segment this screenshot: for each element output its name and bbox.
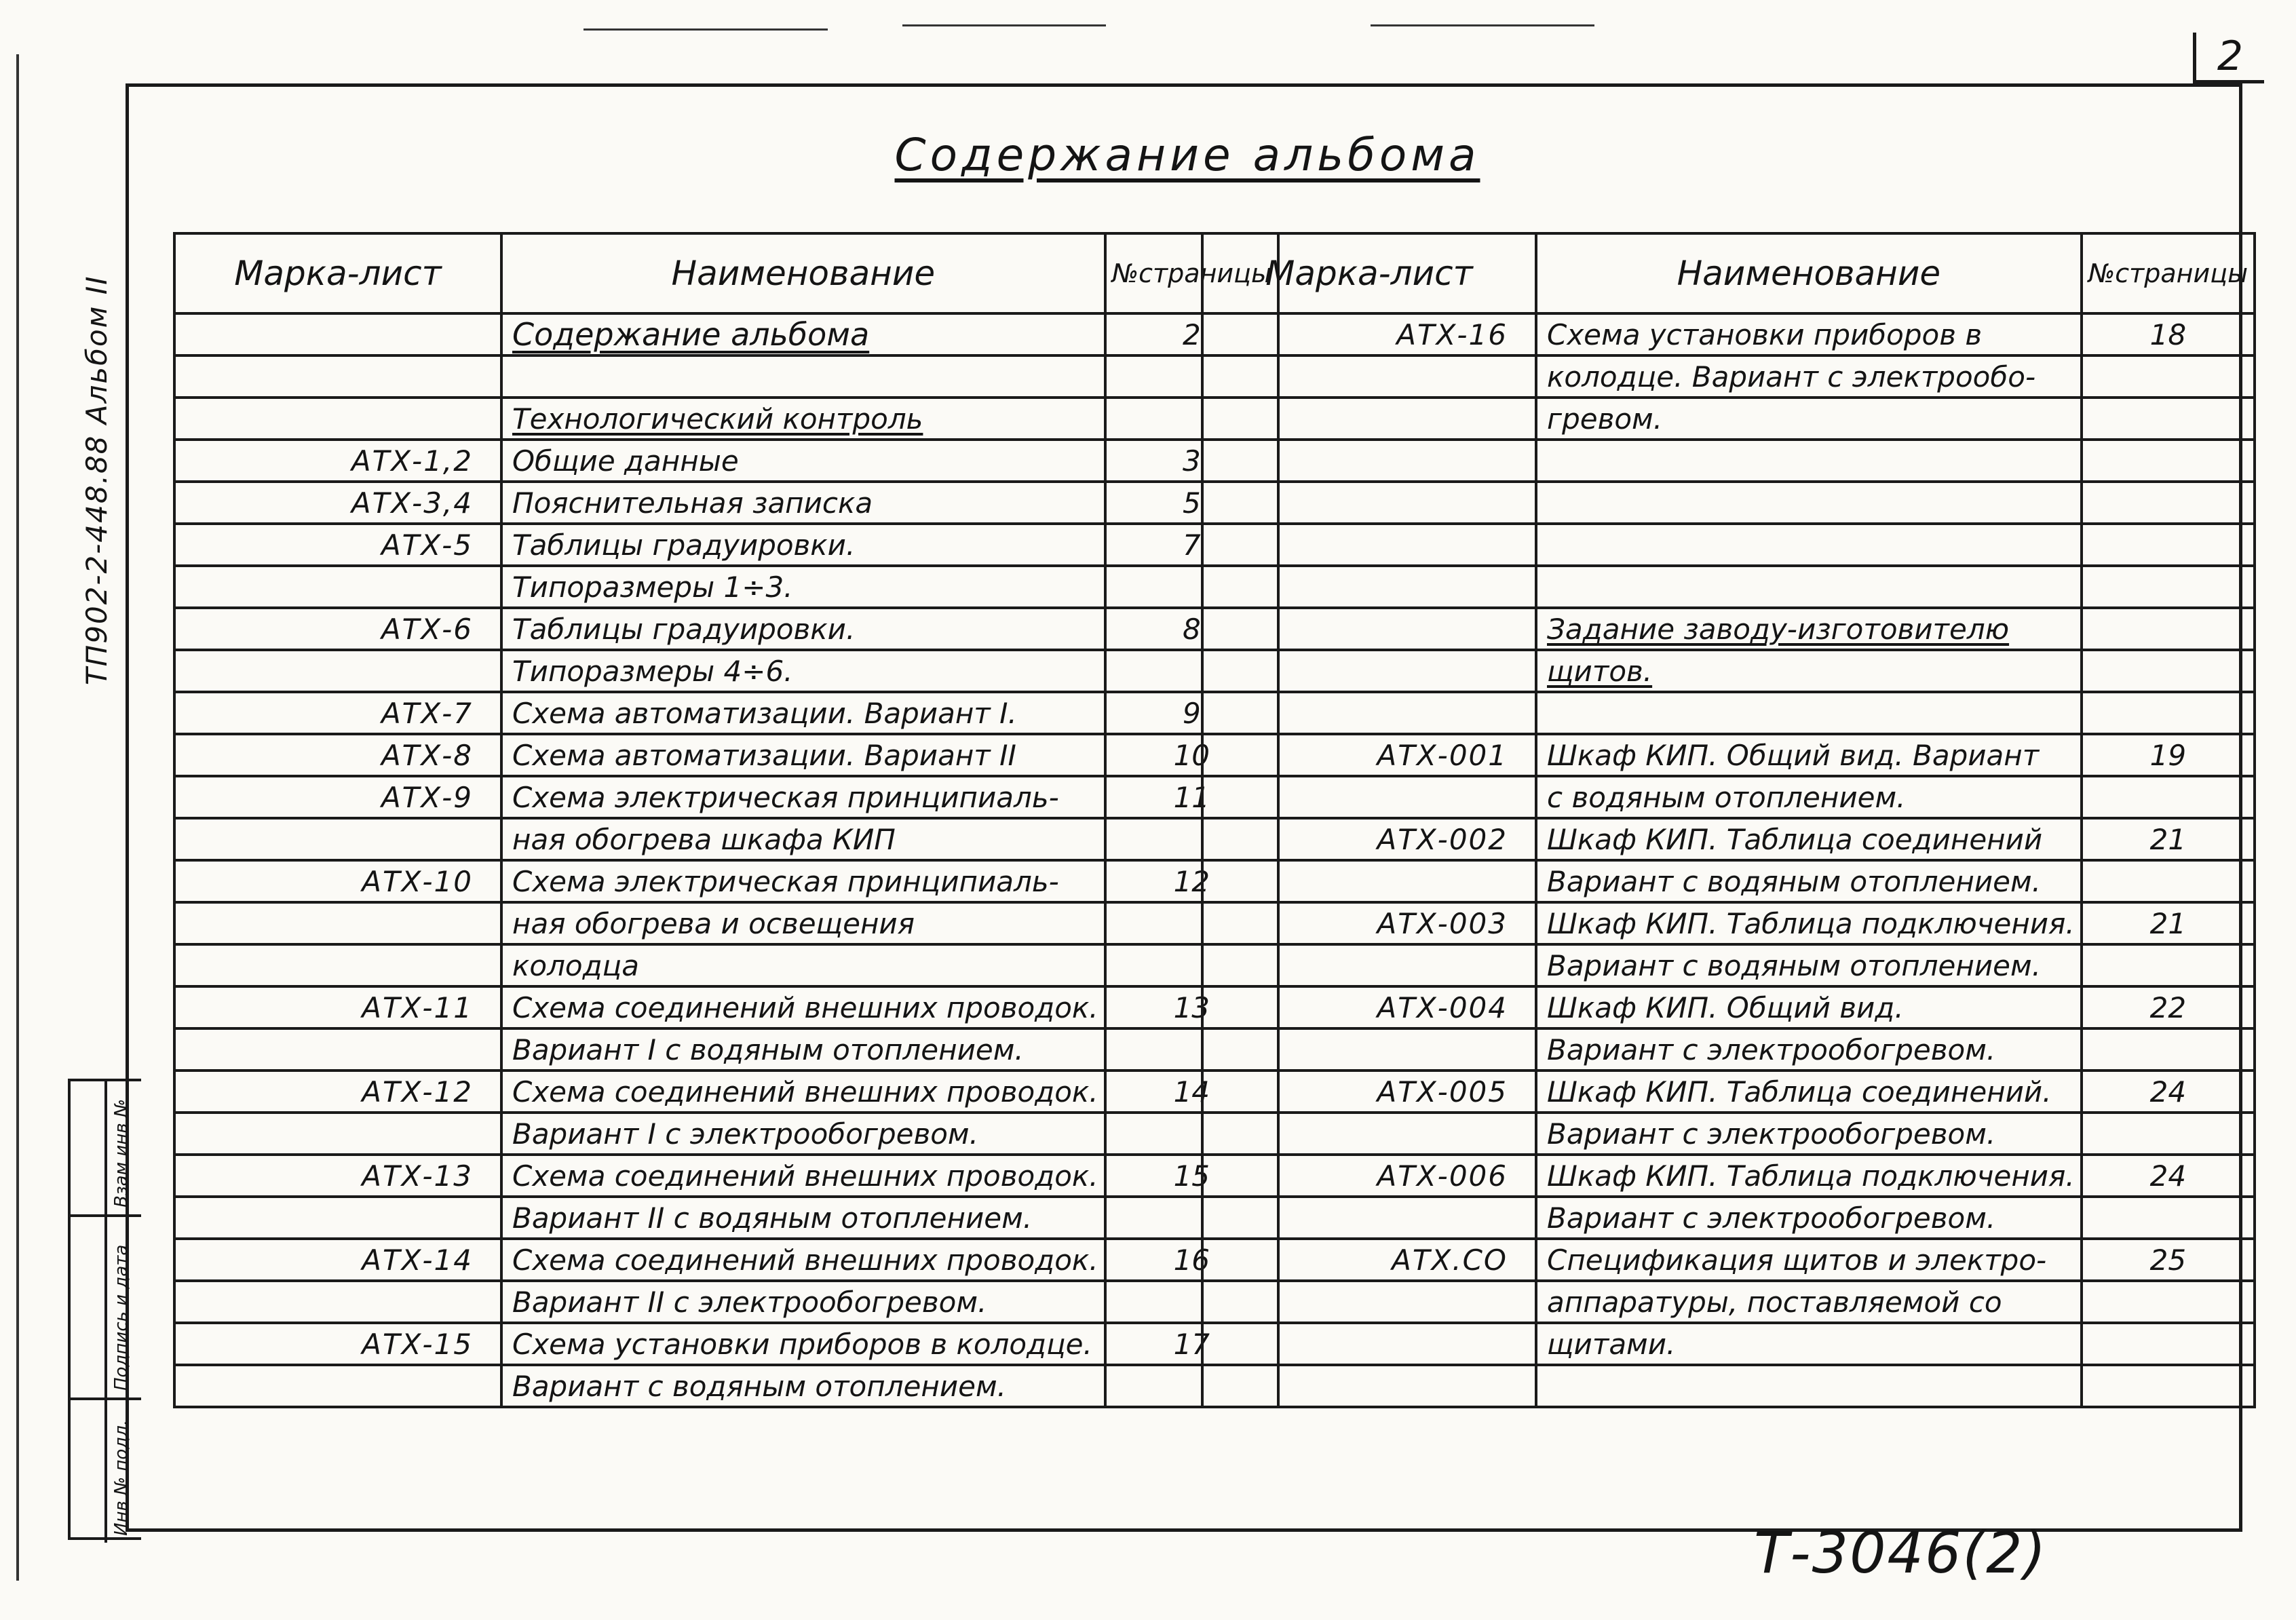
side-stamp xyxy=(68,1079,141,1540)
table-row xyxy=(1202,818,2255,860)
table-row xyxy=(174,608,1278,650)
table-row xyxy=(1202,482,2255,524)
cell-mark: АТХ-15 xyxy=(174,1323,501,1365)
cell-name: Схема установки приборов в колодце. xyxy=(501,1323,1105,1365)
cell-page: 25 xyxy=(2082,1239,2255,1281)
cell-name: Вариант II с электрообогревом. xyxy=(501,1281,1105,1323)
table-row xyxy=(1202,398,2255,440)
table-row xyxy=(174,398,1278,440)
cell-mark xyxy=(174,1028,501,1071)
cell-page xyxy=(2082,650,2255,692)
table-row xyxy=(174,776,1278,818)
cell-mark: АТХ-002 xyxy=(1202,818,1536,860)
cell-page xyxy=(2082,608,2255,650)
cell-page xyxy=(2082,692,2255,734)
cell-mark: АТХ.СО xyxy=(1202,1239,1536,1281)
table-row xyxy=(174,734,1278,776)
cell-name: Схема электрическая принципиаль- xyxy=(501,860,1105,902)
cell-name: Шкаф КИП. Общий вид. xyxy=(1536,986,2082,1028)
cell-page xyxy=(2082,566,2255,608)
cell-mark xyxy=(1202,650,1536,692)
cell-page xyxy=(2082,944,2255,986)
cell-mark: АТХ-5 xyxy=(174,524,501,566)
left-edge-line xyxy=(16,54,19,1581)
table-row xyxy=(1202,313,2255,355)
cell-mark: АТХ-006 xyxy=(1202,1155,1536,1197)
table-row xyxy=(174,902,1278,944)
cell-mark xyxy=(1202,482,1536,524)
table-row xyxy=(1202,1113,2255,1155)
cell-name: гревом. xyxy=(1536,398,2082,440)
cell-mark: АТХ-005 xyxy=(1202,1071,1536,1113)
cell-page: 16 xyxy=(1105,1239,1278,1281)
table-row xyxy=(174,1239,1278,1281)
cell-name: Таблицы градуировки. xyxy=(501,608,1105,650)
table-row xyxy=(1202,1028,2255,1071)
table-header-row xyxy=(1202,233,2255,313)
cell-name: Общие данные xyxy=(501,440,1105,482)
scan-line xyxy=(1371,24,1594,26)
cell-page: 24 xyxy=(2082,1155,2255,1197)
cell-page xyxy=(2082,524,2255,566)
cell-page: 22 xyxy=(2082,986,2255,1028)
cell-name: Задание заводу-изготовителю xyxy=(1536,608,2082,650)
cell-mark: АТХ-9 xyxy=(174,776,501,818)
cell-name: Типоразмеры 4÷6. xyxy=(501,650,1105,692)
cell-mark xyxy=(1202,1197,1536,1239)
cell-mark: АТХ-14 xyxy=(174,1239,501,1281)
cell-mark: АТХ-11 xyxy=(174,986,501,1028)
cell-name: с водяным отоплением. xyxy=(1536,776,2082,818)
cell-page xyxy=(2082,1365,2255,1407)
column-header-mark: Марка-лист xyxy=(174,233,501,313)
table-row xyxy=(1202,1281,2255,1323)
cell-name xyxy=(1536,1365,2082,1407)
page-number: 2 xyxy=(2193,33,2264,83)
cell-name: Вариант с водяным отоплением. xyxy=(1536,944,2082,986)
cell-mark: АТХ-7 xyxy=(174,692,501,734)
table-row xyxy=(174,650,1278,692)
table-row xyxy=(1202,1365,2255,1407)
column-header-page: №страницы xyxy=(2082,233,2255,313)
cell-mark: АТХ-001 xyxy=(1202,734,1536,776)
cell-name: Вариант с электрообогревом. xyxy=(1536,1113,2082,1155)
cell-name: ная обогрева шкафа КИП xyxy=(501,818,1105,860)
cell-name: Схема установки приборов в xyxy=(1536,313,2082,355)
cell-page xyxy=(2082,398,2255,440)
cell-name: Шкаф КИП. Общий вид. Вариант xyxy=(1536,734,2082,776)
scan-line xyxy=(902,24,1106,26)
cell-mark xyxy=(1202,398,1536,440)
cell-name xyxy=(1536,524,2082,566)
cell-name: аппаратуры, поставляемой со xyxy=(1536,1281,2082,1323)
table-row xyxy=(174,1071,1278,1113)
cell-mark xyxy=(1202,566,1536,608)
cell-name xyxy=(1536,440,2082,482)
cell-name: Вариант I с водяным отоплением. xyxy=(501,1028,1105,1071)
cell-mark: АТХ-004 xyxy=(1202,986,1536,1028)
cell-mark: АТХ-12 xyxy=(174,1071,501,1113)
cell-mark: АТХ-8 xyxy=(174,734,501,776)
stamp-label-inv: Инв № подл. xyxy=(111,1419,132,1536)
table-row xyxy=(1202,1155,2255,1197)
cell-mark: АТХ-1,2 xyxy=(174,440,501,482)
cell-page: 9 xyxy=(1105,692,1278,734)
cell-mark xyxy=(1202,860,1536,902)
cell-name: Шкаф КИП. Таблица подключения. xyxy=(1536,902,2082,944)
cell-mark xyxy=(1202,524,1536,566)
cell-page xyxy=(2082,860,2255,902)
cell-name: Вариант I с электрообогревом. xyxy=(501,1113,1105,1155)
cell-mark xyxy=(174,355,501,398)
cell-page: 12 xyxy=(1105,860,1278,902)
cell-mark xyxy=(174,650,501,692)
cell-mark: АТХ-10 xyxy=(174,860,501,902)
cell-mark: АТХ-13 xyxy=(174,1155,501,1197)
cell-name: Вариант с электрообогревом. xyxy=(1536,1028,2082,1071)
table-row xyxy=(174,524,1278,566)
cell-page: 18 xyxy=(2082,313,2255,355)
table-row xyxy=(174,986,1278,1028)
column-header-name: Наименование xyxy=(501,233,1105,313)
cell-page: 11 xyxy=(1105,776,1278,818)
cell-name: Технологический контроль xyxy=(501,398,1105,440)
table-row xyxy=(1202,986,2255,1028)
cell-page: 2 xyxy=(1105,313,1278,355)
stamp-label-sign: Подпись и дата xyxy=(111,1244,132,1391)
table-row xyxy=(1202,440,2255,482)
cell-mark xyxy=(174,398,501,440)
table-row xyxy=(174,818,1278,860)
cell-mark xyxy=(1202,1281,1536,1323)
cell-page: 5 xyxy=(1105,482,1278,524)
stamp-label-replace: Взам инв № xyxy=(111,1099,132,1208)
cell-page: 7 xyxy=(1105,524,1278,566)
cell-mark xyxy=(174,313,501,355)
cell-page: 10 xyxy=(1105,734,1278,776)
cell-name: Содержание альбома xyxy=(501,313,1105,355)
cell-page: 17 xyxy=(1105,1323,1278,1365)
scan-line xyxy=(583,28,828,31)
cell-name: Шкаф КИП. Таблица соединений. xyxy=(1536,1071,2082,1113)
table-row xyxy=(174,1155,1278,1197)
table-row xyxy=(1202,734,2255,776)
table-row xyxy=(174,1365,1278,1407)
table-row xyxy=(1202,1071,2255,1113)
stamp-divider xyxy=(104,1081,107,1543)
cell-mark xyxy=(174,1281,501,1323)
cell-name: Спецификация щитов и электро- xyxy=(1536,1239,2082,1281)
cell-name: Схема автоматизации. Вариант II xyxy=(501,734,1105,776)
table-row xyxy=(1202,608,2255,650)
cell-mark xyxy=(174,902,501,944)
cell-mark xyxy=(1202,1028,1536,1071)
cell-page: 13 xyxy=(1105,986,1278,1028)
table-row xyxy=(1202,902,2255,944)
column-header-name: Наименование xyxy=(1536,233,2082,313)
cell-name: Схема соединений внешних проводок. xyxy=(501,986,1105,1028)
stamp-row-line xyxy=(71,1214,141,1217)
table-row xyxy=(174,1197,1278,1239)
cell-mark xyxy=(1202,355,1536,398)
cell-mark xyxy=(1202,1113,1536,1155)
cell-page: 15 xyxy=(1105,1155,1278,1197)
table-row xyxy=(174,482,1278,524)
table-row xyxy=(1202,776,2255,818)
table-row xyxy=(174,1281,1278,1323)
table-row xyxy=(1202,1197,2255,1239)
cell-page xyxy=(2082,355,2255,398)
table-row xyxy=(174,566,1278,608)
table-row xyxy=(174,440,1278,482)
cell-name xyxy=(1536,482,2082,524)
table-row xyxy=(174,860,1278,902)
table-row xyxy=(174,313,1278,355)
cell-name: Схема автоматизации. Вариант I. xyxy=(501,692,1105,734)
cell-mark xyxy=(1202,944,1536,986)
table-row xyxy=(174,692,1278,734)
contents-table-right xyxy=(1201,232,2256,1408)
table-row xyxy=(174,1028,1278,1071)
cell-mark xyxy=(174,818,501,860)
cell-name xyxy=(1536,692,2082,734)
cell-name: колодца xyxy=(501,944,1105,986)
cell-mark xyxy=(1202,1365,1536,1407)
cell-mark xyxy=(174,944,501,986)
cell-mark xyxy=(1202,692,1536,734)
cell-name: Схема соединений внешних проводок. xyxy=(501,1239,1105,1281)
cell-name: Шкаф КИП. Таблица подключения. xyxy=(1536,1155,2082,1197)
table-header-row xyxy=(174,233,1278,313)
cell-mark: АТХ-3,4 xyxy=(174,482,501,524)
cell-mark: АТХ-6 xyxy=(174,608,501,650)
contents-table-left xyxy=(173,232,1280,1408)
page-title: Содержание альбома xyxy=(894,129,1480,181)
cell-page xyxy=(2082,482,2255,524)
cell-mark xyxy=(174,1197,501,1239)
cell-name: Схема электрическая принципиаль- xyxy=(501,776,1105,818)
table-row xyxy=(174,1113,1278,1155)
cell-page: 24 xyxy=(2082,1071,2255,1113)
cell-name: Таблицы градуировки. xyxy=(501,524,1105,566)
table-row xyxy=(1202,1239,2255,1281)
cell-page xyxy=(2082,776,2255,818)
table-row xyxy=(1202,650,2255,692)
cell-name: Схема соединений внешних проводок. xyxy=(501,1071,1105,1113)
cell-name: Вариант с водяным отоплением. xyxy=(1536,860,2082,902)
cell-page: 14 xyxy=(1105,1071,1278,1113)
table-row xyxy=(1202,566,2255,608)
cell-name: Вариант с водяным отоплением. xyxy=(501,1365,1105,1407)
side-doc-code: ТП902-2-448.88 Альбом II xyxy=(80,275,113,685)
cell-page xyxy=(2082,1323,2255,1365)
cell-page xyxy=(2082,1113,2255,1155)
cell-page: 21 xyxy=(2082,902,2255,944)
column-header-mark: Марка-лист xyxy=(1202,233,1536,313)
stamp-row-line xyxy=(71,1397,141,1400)
cell-mark: АТХ-003 xyxy=(1202,902,1536,944)
table-row xyxy=(174,355,1278,398)
cell-page: 19 xyxy=(2082,734,2255,776)
cell-page: 8 xyxy=(1105,608,1278,650)
cell-mark xyxy=(1202,1323,1536,1365)
cell-name xyxy=(1536,566,2082,608)
cell-mark xyxy=(174,1113,501,1155)
cell-mark xyxy=(174,566,501,608)
cell-page xyxy=(2082,440,2255,482)
cell-mark xyxy=(1202,776,1536,818)
cell-name: Пояснительная записка xyxy=(501,482,1105,524)
table-row xyxy=(1202,692,2255,734)
cell-mark xyxy=(174,1365,501,1407)
column-header-page: №страницы xyxy=(1105,233,1278,313)
table-row xyxy=(1202,1323,2255,1365)
table-row xyxy=(1202,524,2255,566)
cell-page xyxy=(2082,1281,2255,1323)
archive-number: Т-3046(2) xyxy=(1754,1520,2048,1586)
table-row xyxy=(174,944,1278,986)
cell-page xyxy=(2082,1197,2255,1239)
cell-name: Вариант с электрообогревом. xyxy=(1536,1197,2082,1239)
cell-name: щитов. xyxy=(1536,650,2082,692)
cell-page: 3 xyxy=(1105,440,1278,482)
cell-page: 21 xyxy=(2082,818,2255,860)
cell-mark xyxy=(1202,608,1536,650)
cell-name: щитами. xyxy=(1536,1323,2082,1365)
table-row xyxy=(1202,355,2255,398)
cell-name: ная обогрева и освещения xyxy=(501,902,1105,944)
cell-page xyxy=(2082,1028,2255,1071)
cell-mark: АТХ-16 xyxy=(1202,313,1536,355)
table-row xyxy=(1202,860,2255,902)
cell-name: Вариант II с водяным отоплением. xyxy=(501,1197,1105,1239)
cell-name: Типоразмеры 1÷3. xyxy=(501,566,1105,608)
table-row xyxy=(174,1323,1278,1365)
table-row xyxy=(1202,944,2255,986)
cell-name: Схема соединений внешних проводок. xyxy=(501,1155,1105,1197)
cell-mark xyxy=(1202,440,1536,482)
cell-name: колодце. Вариант с электрообо- xyxy=(1536,355,2082,398)
cell-name: Шкаф КИП. Таблица соединений xyxy=(1536,818,2082,860)
cell-name xyxy=(501,355,1105,398)
